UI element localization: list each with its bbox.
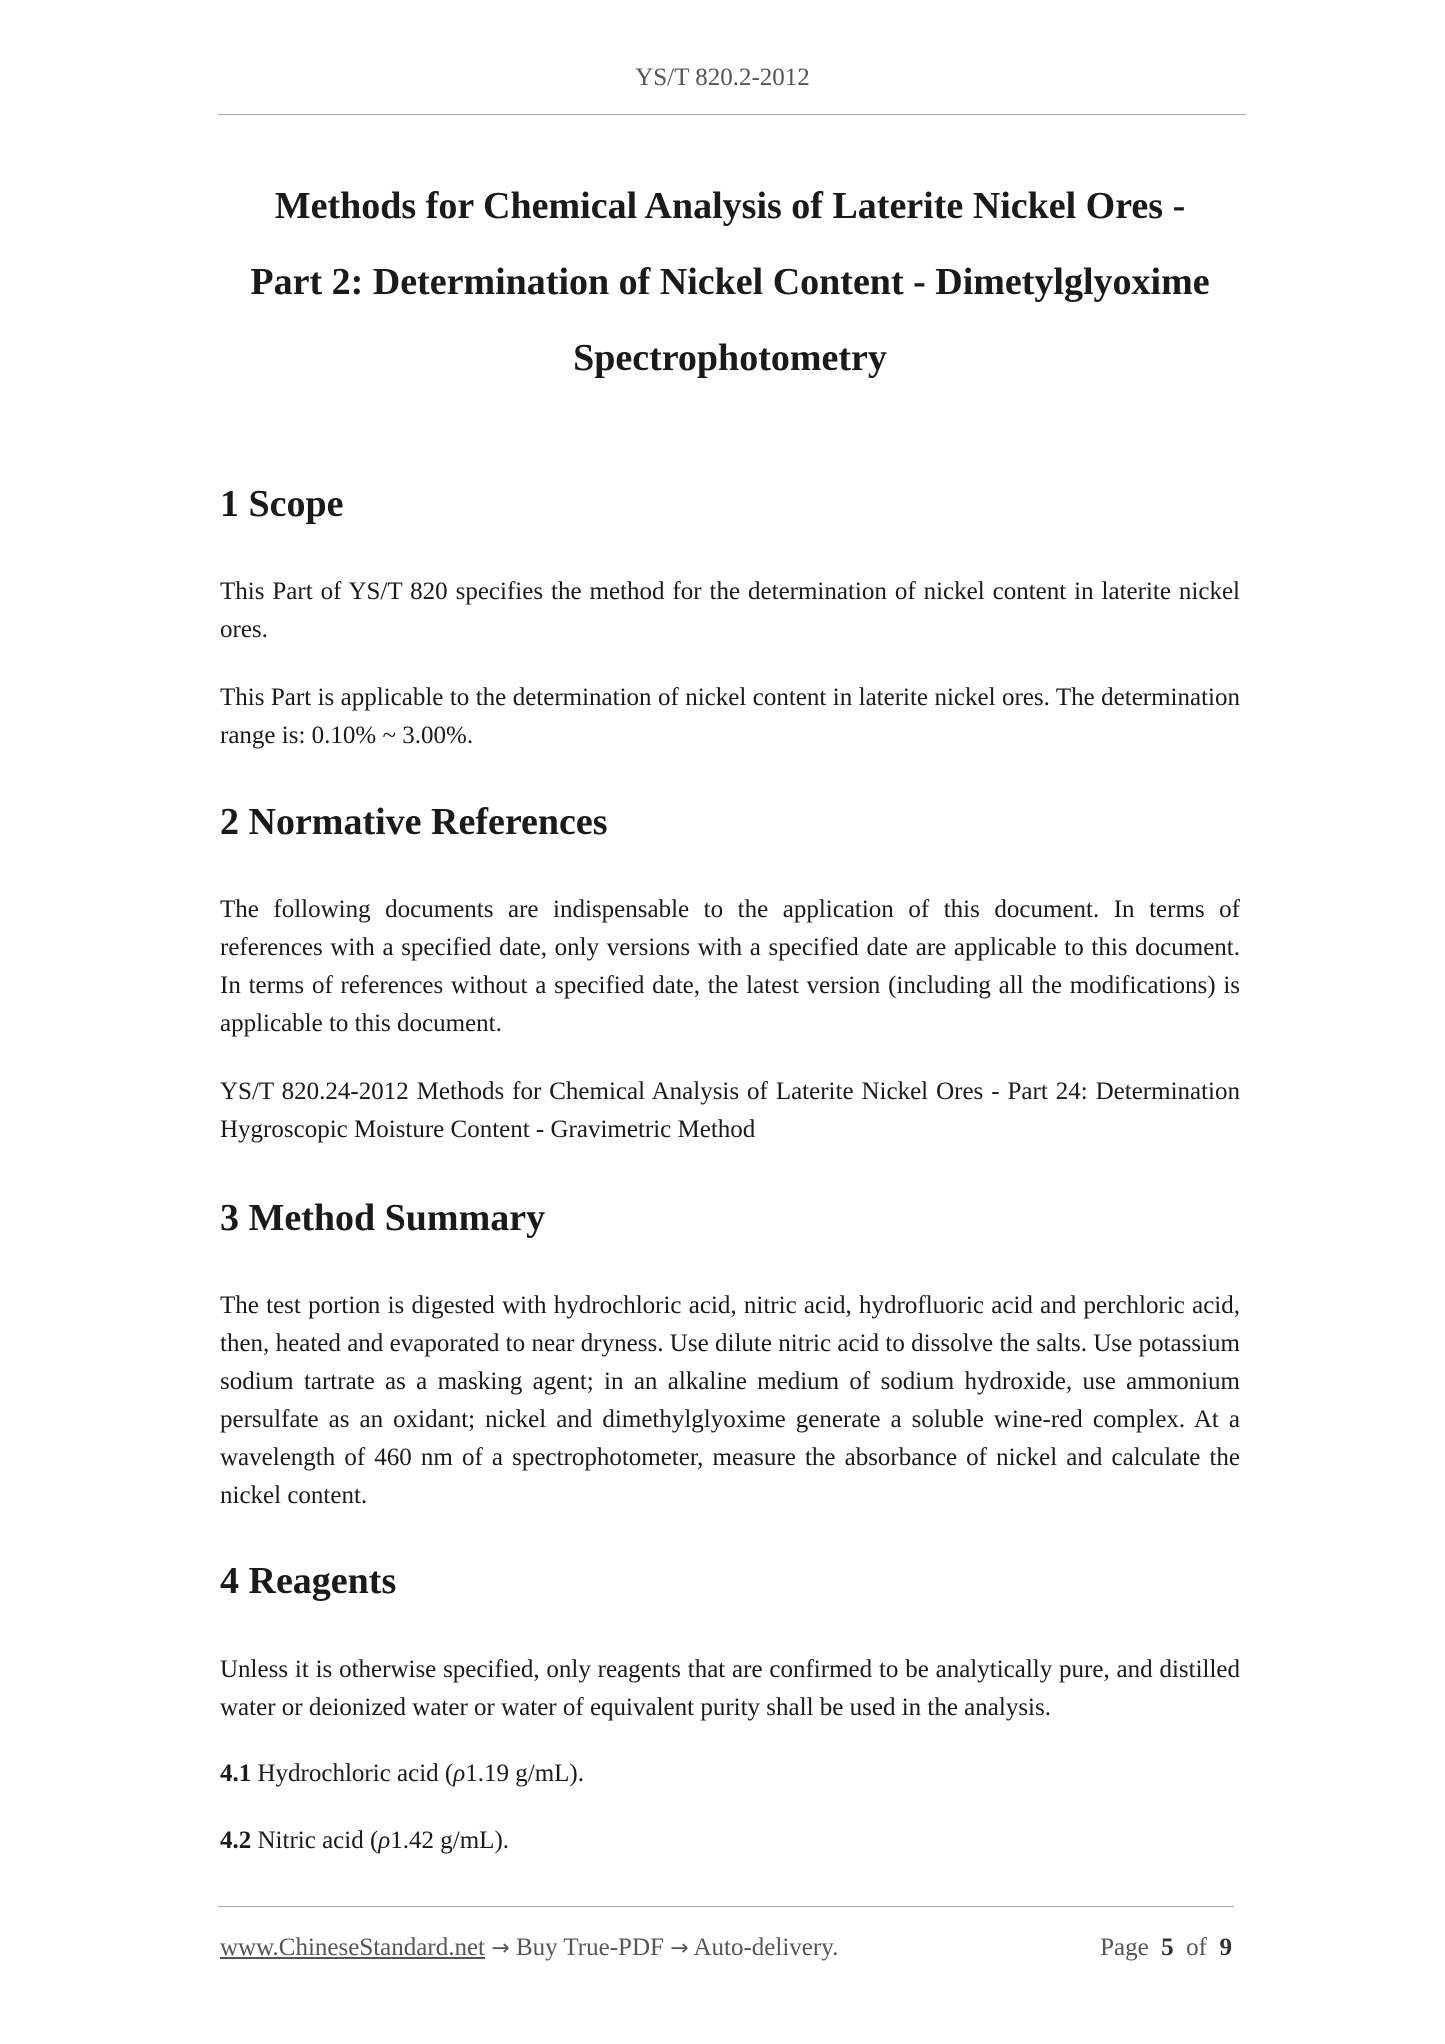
page-label: Page <box>1100 1934 1149 1961</box>
header-standard-code: YS/T 820.2-2012 <box>635 64 810 91</box>
page-number <box>1100 1934 1232 1962</box>
method-summary-paragraph: The test portion is digested with hydrochloric acid, nitric acid, hydrofluoric acid and perchloric acid, then, heated and evaporated to near dryness. Use dilute nitric acid to dissolve the salts. Use potassium sodium tartrate as a masking agent; in an alkaline medium of sodium hydroxide, use ammonium persulfate as an oxidant; nickel and dimethylglyoxime generate a soluble wine-red complex. At a wavelength of 460 nm of a spectrophotometer, measure the absorbance of nickel and calculate the nickel content. <box>220 1292 1240 1509</box>
reagent-name: Nitric acid ( <box>257 1827 379 1854</box>
page-total: 9 <box>1219 1934 1232 1961</box>
normative-reference-entry: YS/T 820.24-2012 Methods for Chemical Analysis of Laterite Nickel Ores - Part 24: Determination Hygroscopic Moisture Content - Gravimetric Method <box>220 1078 1240 1143</box>
auto-delivery-text: Auto-delivery. <box>693 1934 839 1961</box>
reagent-name: Hydrochloric acid ( <box>257 1760 454 1787</box>
normative-paragraph-1: The following documents are indispensable to the application of this document. In terms of references with a specified date, only versions with a specified date are applicable to this document. In terms of references without a specified date, the latest version (including all the modifications) is applicable to this document. <box>220 896 1240 1037</box>
title-line-3: Spectrophotometry <box>573 337 887 379</box>
page-footer <box>220 1934 1232 1970</box>
arrow-right-icon: → <box>491 1936 510 1961</box>
reagent-number: 4.2 <box>220 1827 252 1854</box>
title-line-1: Methods for Chemical Analysis of Laterite Nickel Ores - <box>274 185 1186 227</box>
reagent-item <box>220 1822 1240 1860</box>
title-line-2: Part 2: Determination of Nickel Content - Dimetylglyoxime <box>250 261 1210 303</box>
reagent-number: 4.1 <box>220 1760 252 1787</box>
density-symbol: ρ <box>378 1827 391 1854</box>
section-heading-reagents: 4 Reagents <box>220 1560 397 1602</box>
scope-paragraph-1: This Part of YS/T 820 specifies the method for the determination of nickel content in laterite nickel ores. <box>220 578 1240 643</box>
scope-paragraph-2: This Part is applicable to the determination of nickel content in laterite nickel ores. The determination range is: 0.10% ~ 3.00%. <box>220 684 1240 749</box>
document-title <box>210 168 1250 396</box>
of-label: of <box>1186 1934 1207 1961</box>
page-current: 5 <box>1161 1934 1174 1961</box>
header-divider <box>218 114 1246 115</box>
section-heading-normative-references: 2 Normative References <box>220 801 608 843</box>
reagents-paragraph: Unless it is otherwise specified, only reagents that are confirmed to be analytically pure, and distilled water or deionized water or water of equivalent purity shall be used in the analysis. <box>220 1656 1240 1721</box>
footer-promo <box>220 1934 838 1962</box>
reagent-density: 1.19 g/mL). <box>465 1760 585 1787</box>
reagent-item <box>220 1755 1240 1793</box>
footer-divider <box>218 1906 1234 1907</box>
section-heading-scope: 1 Scope <box>220 483 344 525</box>
website-link[interactable]: www.ChineseStandard.net <box>220 1934 485 1961</box>
buy-true-pdf-text: Buy True-PDF <box>515 1934 664 1961</box>
section-heading-method-summary: 3 Method Summary <box>220 1197 546 1239</box>
arrow-right-icon: → <box>670 1936 689 1961</box>
reagent-density: 1.42 g/mL). <box>390 1827 510 1854</box>
density-symbol: ρ <box>453 1760 466 1787</box>
